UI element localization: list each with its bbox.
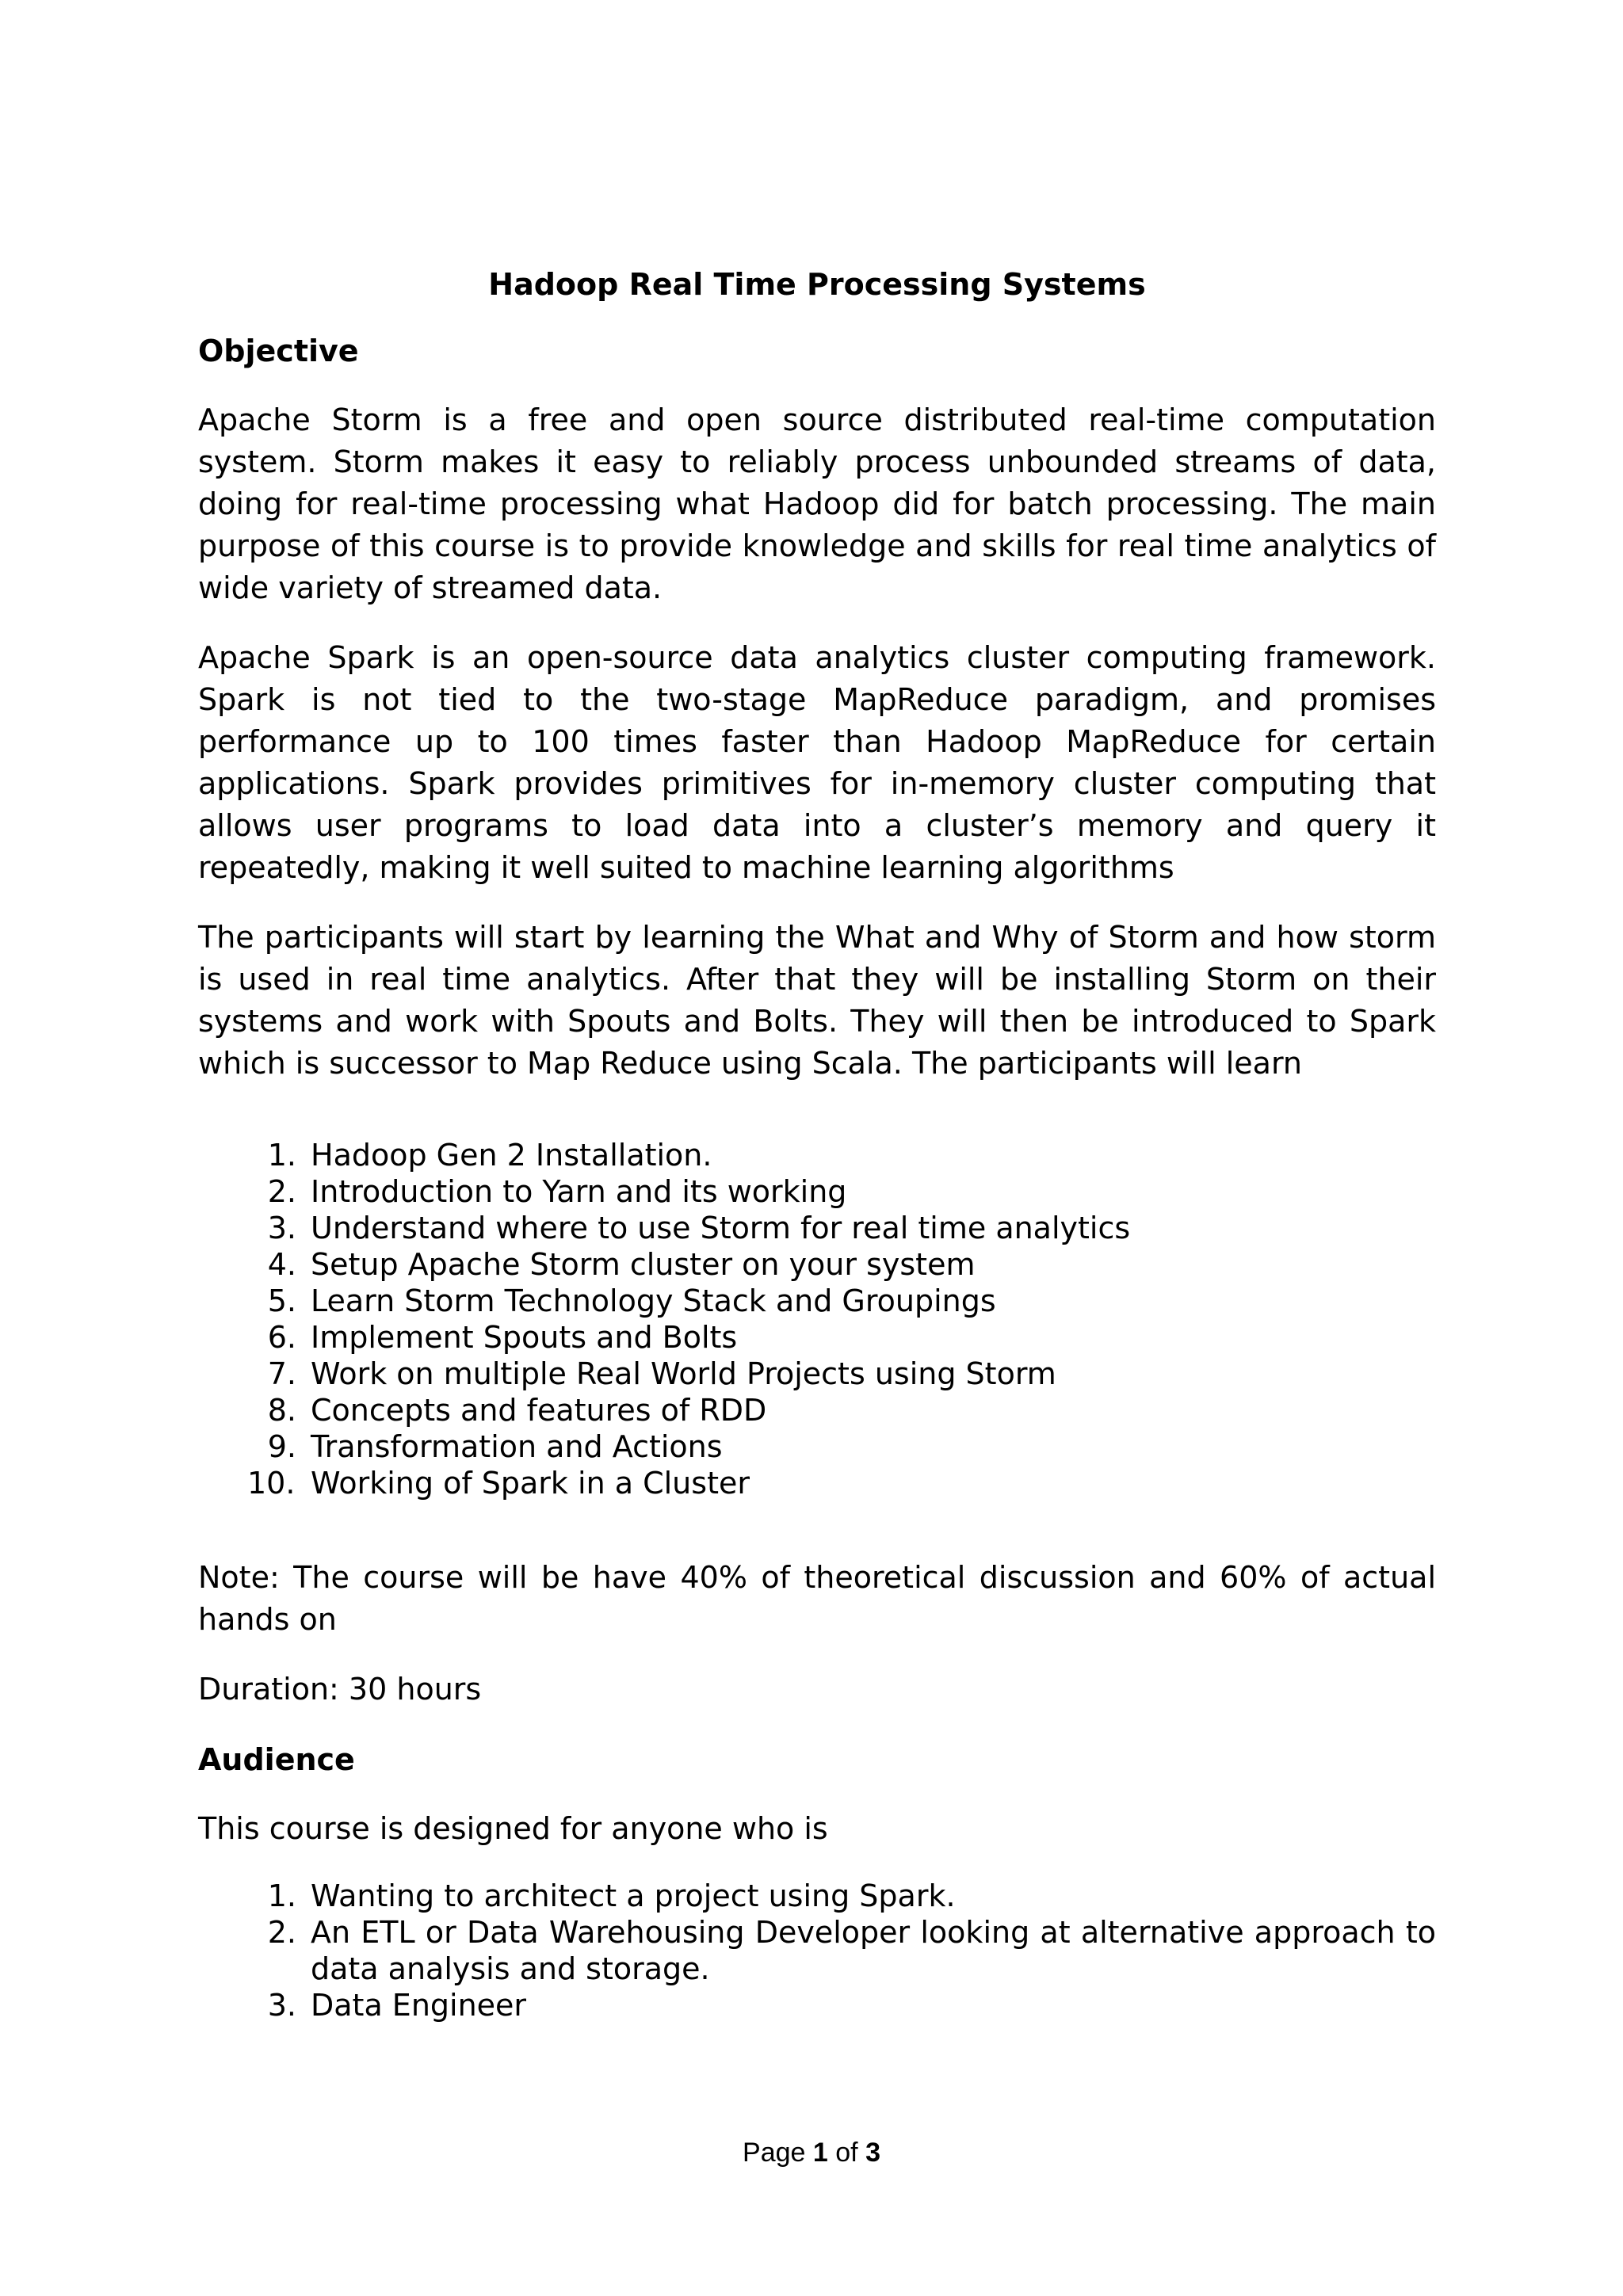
list-text: Work on multiple Real World Projects using Storm [311, 1356, 1056, 1391]
audience-heading: Audience [198, 1742, 355, 1777]
page-content [198, 263, 1436, 2023]
list-item [198, 1319, 1436, 1356]
of-label: of [835, 2138, 858, 2168]
list-text: Understand where to use Storm for real time analytics [311, 1211, 1131, 1245]
page-footer [0, 2135, 1623, 2170]
course-note: Note: The course will be have 40% of theoretical discussion and 60% of actual hands on [198, 1560, 1436, 1637]
document-title: Hadoop Real Time Processing Systems [488, 267, 1146, 302]
page-total: 3 [865, 2138, 880, 2168]
list-text: Wanting to architect a project using Spark. [311, 1878, 956, 1913]
list-item [198, 1428, 1436, 1465]
paragraph-participants: The participants will start by learning the What and Why of Storm and how storm is used in real time analytics. After that they will be installing Storm on their systems and work with Spouts and Bolts. They will then be introduced to Spark which is successor to Map Reduce using Scala. The participants will learn [198, 920, 1436, 1081]
list-item [198, 1137, 1436, 1173]
list-text: Concepts and features of RDD [311, 1393, 767, 1428]
list-number: 6. [267, 1320, 296, 1355]
paragraph-spark: Apache Spark is an open-source data analytics cluster computing framework. Spark is not tied to the two-stage MapReduce paradigm, and promises performance up to 100 times faster than Hadoop MapReduce for certain applications. Spark provides primitives for in-memory cluster computing that allows user programs to load data into a cluster’s memory and query it repeatedly, making it well suited to machine learning algorithms [198, 640, 1436, 885]
list-item [198, 1283, 1436, 1319]
list-item [198, 1465, 1436, 1501]
list-number: 3. [267, 1988, 296, 2023]
objective-heading: Objective [198, 334, 359, 368]
list-text: Learn Storm Technology Stack and Groupings [311, 1283, 996, 1318]
list-text: Introduction to Yarn and its working [311, 1174, 847, 1209]
list-text: Implement Spouts and Bolts [311, 1320, 738, 1355]
list-text: Hadoop Gen 2 Installation. [311, 1138, 712, 1173]
list-item [198, 1914, 1436, 1987]
list-number: 2. [267, 1174, 296, 1209]
list-item [198, 1246, 1436, 1283]
list-text: Transformation and Actions [311, 1429, 723, 1464]
list-item [198, 1878, 1436, 1914]
list-item [198, 1173, 1436, 1210]
page-number: 1 [812, 2138, 828, 2168]
learn-list [198, 1137, 1436, 1501]
list-number: 7. [267, 1356, 296, 1391]
audience-intro: This course is designed for anyone who is [198, 1811, 828, 1846]
list-text: Setup Apache Storm cluster on your system [311, 1247, 976, 1282]
paragraph-storm: Apache Storm is a free and open source distributed real-time computation system. Storm makes it easy to reliably process unbounded streams of data, doing for real-time processing what Hadoop did for batch processing. The main purpose of this course is to provide knowledge and skills for real time analytics of wide variety of streamed data. [198, 402, 1436, 605]
list-number: 8. [267, 1393, 296, 1428]
list-item [198, 1987, 1436, 2023]
list-number: 3. [267, 1211, 296, 1245]
list-number: 1. [267, 1138, 296, 1173]
course-duration: Duration: 30 hours [198, 1672, 482, 1707]
list-text: Working of Spark in a Cluster [311, 1466, 750, 1501]
list-item [198, 1392, 1436, 1428]
list-item [198, 1356, 1436, 1392]
audience-list [198, 1878, 1436, 2023]
page-label: Page [743, 2138, 806, 2168]
list-number: 2. [267, 1915, 296, 1950]
list-number: 10. [247, 1466, 296, 1501]
list-number: 1. [267, 1878, 296, 1913]
list-text: An ETL or Data Warehousing Developer looking at alternative approach to data analysis and storage. [311, 1915, 1436, 1986]
list-item [198, 1210, 1436, 1246]
list-number: 9. [267, 1429, 296, 1464]
list-number: 5. [267, 1283, 296, 1318]
list-text: Data Engineer [311, 1988, 527, 2023]
list-number: 4. [267, 1247, 296, 1282]
